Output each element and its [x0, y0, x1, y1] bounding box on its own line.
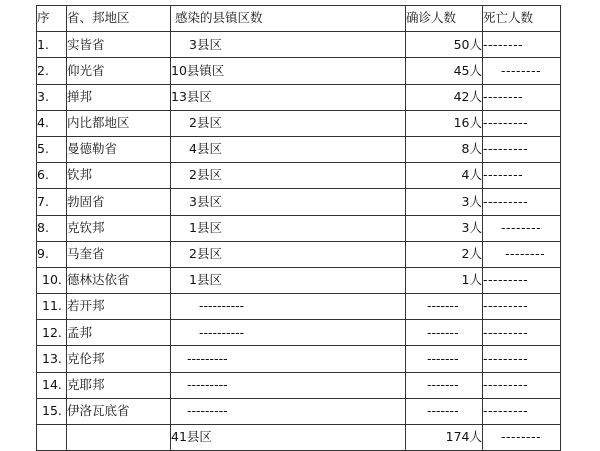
row-region: 实皆省 — [67, 32, 171, 58]
row-deaths: -------- — [483, 215, 561, 241]
header-confirmed: 确诊人数 — [406, 6, 483, 32]
totals-townships: 41县区 — [171, 425, 406, 451]
table-row — [37, 398, 561, 424]
row-deaths: -------- — [483, 241, 561, 267]
row-deaths: --------- — [483, 320, 561, 346]
row-confirmed: 16人 — [406, 110, 483, 136]
row-region: 克伦邦 — [67, 346, 171, 372]
totals-deaths: -------- — [483, 425, 561, 451]
row-confirmed: 4人 — [406, 163, 483, 189]
table-row — [37, 136, 561, 162]
row-deaths: --------- — [483, 136, 561, 162]
covid-region-table — [36, 5, 561, 451]
table-row — [37, 32, 561, 58]
row-region: 克钦邦 — [67, 215, 171, 241]
row-region: 马奎省 — [67, 241, 171, 267]
row-deaths: -------- — [483, 163, 561, 189]
row-index: 9. — [37, 241, 67, 267]
row-townships: 2县区 — [171, 241, 406, 267]
row-index: 15. — [37, 398, 67, 424]
row-townships: --------- — [171, 398, 406, 424]
header-townships: 感染的县镇区数 — [171, 6, 406, 32]
row-index: 1. — [37, 32, 67, 58]
row-index: 2. — [37, 58, 67, 84]
row-townships: 10县镇区 — [171, 58, 406, 84]
row-index: 11. — [37, 294, 67, 320]
row-deaths: --------- — [483, 267, 561, 293]
row-townships: 1县区 — [171, 215, 406, 241]
table-row — [37, 84, 561, 110]
row-index: 8. — [37, 215, 67, 241]
row-townships: 3县区 — [171, 32, 406, 58]
table-row — [37, 58, 561, 84]
totals-index — [37, 425, 67, 451]
table-row — [37, 267, 561, 293]
table-row — [37, 215, 561, 241]
row-region: 内比都地区 — [67, 110, 171, 136]
row-region: 曼德勒省 — [67, 136, 171, 162]
row-deaths: -------- — [483, 32, 561, 58]
row-deaths: --------- — [483, 294, 561, 320]
row-index: 5. — [37, 136, 67, 162]
row-index: 3. — [37, 84, 67, 110]
row-confirmed: 8人 — [406, 136, 483, 162]
row-index: 4. — [37, 110, 67, 136]
row-confirmed: ------- — [406, 320, 483, 346]
row-townships: ---------- — [171, 294, 406, 320]
row-confirmed: 3人 — [406, 189, 483, 215]
row-townships: --------- — [171, 346, 406, 372]
row-index: 13. — [37, 346, 67, 372]
row-region: 仰光省 — [67, 58, 171, 84]
header-region: 省、邦地区 — [67, 6, 171, 32]
row-townships: 1县区 — [171, 267, 406, 293]
row-deaths: --------- — [483, 110, 561, 136]
row-deaths: --------- — [483, 372, 561, 398]
row-confirmed: ------- — [406, 398, 483, 424]
header-index: 序 — [37, 6, 67, 32]
row-region: 若开邦 — [67, 294, 171, 320]
totals-confirmed: 174人 — [406, 425, 483, 451]
table-row — [37, 241, 561, 267]
table-row — [37, 163, 561, 189]
row-deaths: --------- — [483, 346, 561, 372]
row-townships: 3县区 — [171, 189, 406, 215]
row-townships: 13县区 — [171, 84, 406, 110]
row-region: 勃固省 — [67, 189, 171, 215]
table-row — [37, 372, 561, 398]
row-townships: 2县区 — [171, 163, 406, 189]
row-townships: ---------- — [171, 320, 406, 346]
row-deaths: -------- — [483, 58, 561, 84]
row-confirmed: ------- — [406, 372, 483, 398]
row-confirmed: 1人 — [406, 267, 483, 293]
header-deaths: 死亡人数 — [483, 6, 561, 32]
table-row — [37, 110, 561, 136]
row-townships: 4县区 — [171, 136, 406, 162]
row-townships: 2县区 — [171, 110, 406, 136]
row-deaths: --------- — [483, 189, 561, 215]
row-region: 孟邦 — [67, 320, 171, 346]
table-row — [37, 320, 561, 346]
row-region: 掸邦 — [67, 84, 171, 110]
row-index: 10. — [37, 267, 67, 293]
table-row — [37, 346, 561, 372]
totals-row — [37, 425, 561, 451]
row-region: 克耶邦 — [67, 372, 171, 398]
row-confirmed: 3人 — [406, 215, 483, 241]
row-confirmed: 2人 — [406, 241, 483, 267]
row-region: 钦邦 — [67, 163, 171, 189]
row-confirmed: 45人 — [406, 58, 483, 84]
row-deaths: -------- — [483, 84, 561, 110]
row-confirmed: 50人 — [406, 32, 483, 58]
row-index: 14. — [37, 372, 67, 398]
row-confirmed: 42人 — [406, 84, 483, 110]
totals-region — [67, 425, 171, 451]
row-confirmed: ------- — [406, 294, 483, 320]
row-index: 7. — [37, 189, 67, 215]
row-index: 6. — [37, 163, 67, 189]
row-townships: --------- — [171, 372, 406, 398]
header-row — [37, 6, 561, 32]
row-index: 12. — [37, 320, 67, 346]
row-region: 伊洛瓦底省 — [67, 398, 171, 424]
row-deaths: --------- — [483, 398, 561, 424]
table-row — [37, 189, 561, 215]
table-row — [37, 294, 561, 320]
row-region: 德林达依省 — [67, 267, 171, 293]
row-confirmed: ------- — [406, 346, 483, 372]
